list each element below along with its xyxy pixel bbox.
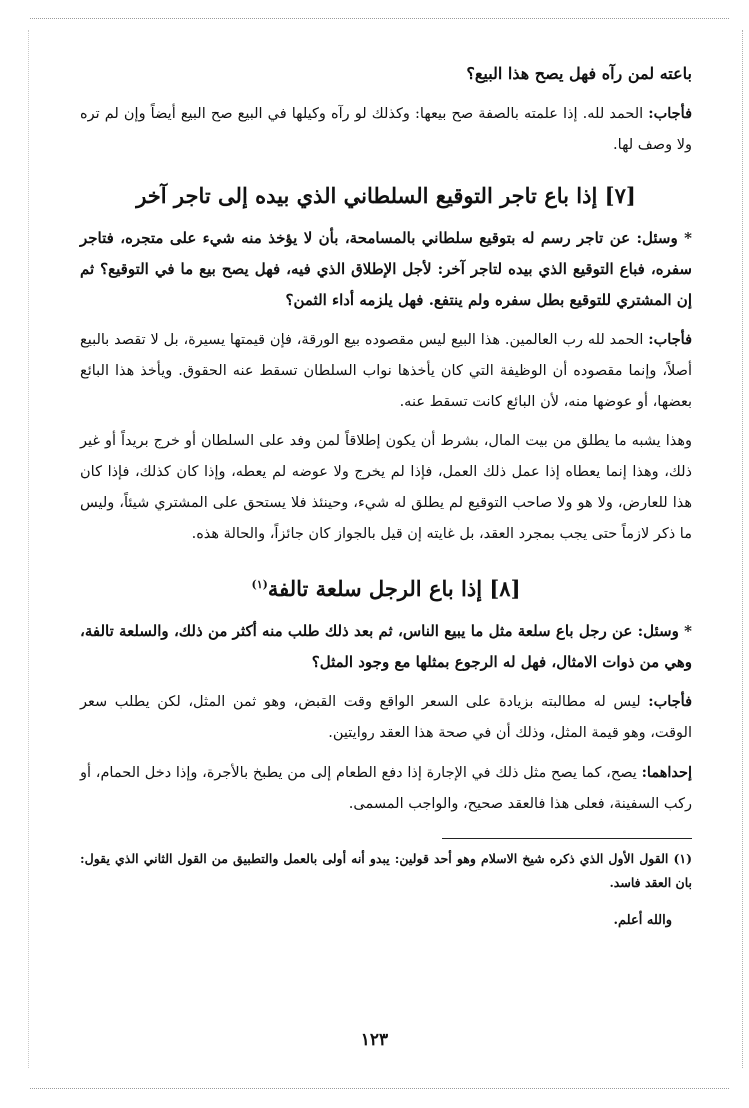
- scan-edge-left: [28, 30, 29, 1068]
- body-paragraph: [80, 757, 692, 820]
- answer-text: ليس له مطالبته بزيادة على السعر الواقع وقت القبض، وهو ثمن المثل، لكن يطلب سعر الوقت، وهو قيمة المثل، وذلك أن في صحة هذا العقد روايتين.: [80, 694, 692, 741]
- answer-paragraph: [80, 98, 692, 161]
- scan-edge-top: [30, 18, 729, 19]
- answer-text: الحمد لله. إذا علمته بالصفة صح بيعها: وكذلك لو رآه وكيلها في البيع صح البيع أيضاً وإن لم تره ولا وصف لها.: [80, 106, 692, 153]
- scan-edge-right: [742, 30, 743, 1068]
- answer-label: فأجاب:: [648, 693, 693, 710]
- answer-paragraph: [80, 686, 692, 749]
- answer-label: فأجاب:: [648, 105, 692, 122]
- intro-line: باعته لمن رآه فهل يصح هذا البيع؟: [466, 64, 692, 83]
- section-heading-text: [٨] إذا باع الرجل سلعة تالفة: [267, 576, 521, 601]
- scan-edge-bottom: [30, 1088, 729, 1089]
- page-body: [80, 58, 692, 933]
- body-paragraph: وهذا يشبه ما يطلق من بيت المال، بشرط أن يكون إطلاقاً لمن وفد على السلطان أو خرج بريداً أو غير ذلك، وهذا إنما يعطاه إذا عمل ذلك العمل، فإذا لم يخرج ولا عوضه لم يعطه، وإذا كان كذلك، فإذا كان هذا للعارض، ولا هو ولا صاحب التوقيع لم يطلق له شيء، وحينئذ فلا يستحق على المشتري شيئاً، وليس ما ذكر لازماً حتى يجب بمجرد العقد، بل غايته إن قيل بالجواز كان جائزاً، والحالة هذه.: [80, 433, 692, 542]
- answer-paragraph: [80, 324, 692, 418]
- answer-label: فأجاب:: [648, 331, 693, 348]
- footnote-divider: [442, 838, 692, 839]
- closing-phrase: والله أعلم.: [613, 913, 672, 928]
- footnote-marker: (١): [251, 578, 268, 591]
- answer-text: الحمد لله رب العالمين. هذا البيع ليس مقصوده بيع الورقة، فإن قيمتها يسيرة، بل لا تقصد بالبيع أصلاً، وإنما مقصوده أن الوظيفة التي كان يأخذها نواب السلطان تسقط عنه الحقوق. ويأخذ هذا البائع بعضها، أو عوضها منه، لأن البائع كانت تسقط عنه.: [80, 332, 692, 410]
- page-number: ١٢٣: [360, 1030, 389, 1050]
- section-heading: [٧] إذا باع تاجر التوقيع السلطاني الذي بيده إلى تاجر آخر: [136, 183, 636, 208]
- question-paragraph: * وسئل: عن رجل باع سلعة مثل ما يبيع الناس، ثم بعد ذلك طلب منه أكثر من ذلك، والسلعة تالفة، وهي من ذوات الامثال، فهل له الرجوع بمثلها مع وجود المثل؟: [80, 622, 692, 671]
- paragraph-text: يصح، كما يصح مثل ذلك في الإجارة إذا دفع الطعام إلى من يطبخ بالأجرة، وإذا دخل الحمام، أو ركب السفينة، فعلى هذا فالعقد صحيح، والواجب المسمى.: [80, 765, 692, 812]
- section-heading: [80, 570, 692, 604]
- paragraph-label: إحداهما:: [641, 764, 692, 781]
- footnote: (١) القول الأول الذي ذكره شيخ الاسلام وهو أحد قولين: يبدو أنه أولى بالعمل والتطبيق من القول الثاني الذي يقول: بان العقد فاسد.: [80, 851, 692, 890]
- question-paragraph: * وسئل: عن تاجر رسم له بتوقيع سلطاني بالمسامحة، بأن لا يؤخذ منه شيء على متجره، فتاجر سفره، فباع التوقيع الذي بيده لتاجر آخر: لأجل الإطلاق الذي فيه، فهل يصح بيع ما في التوقيع؟ ثم إن المشتري للتوقيع بطل سفره ولم ينتفع. فهل يلزمه أداء الثمن؟: [80, 229, 692, 309]
